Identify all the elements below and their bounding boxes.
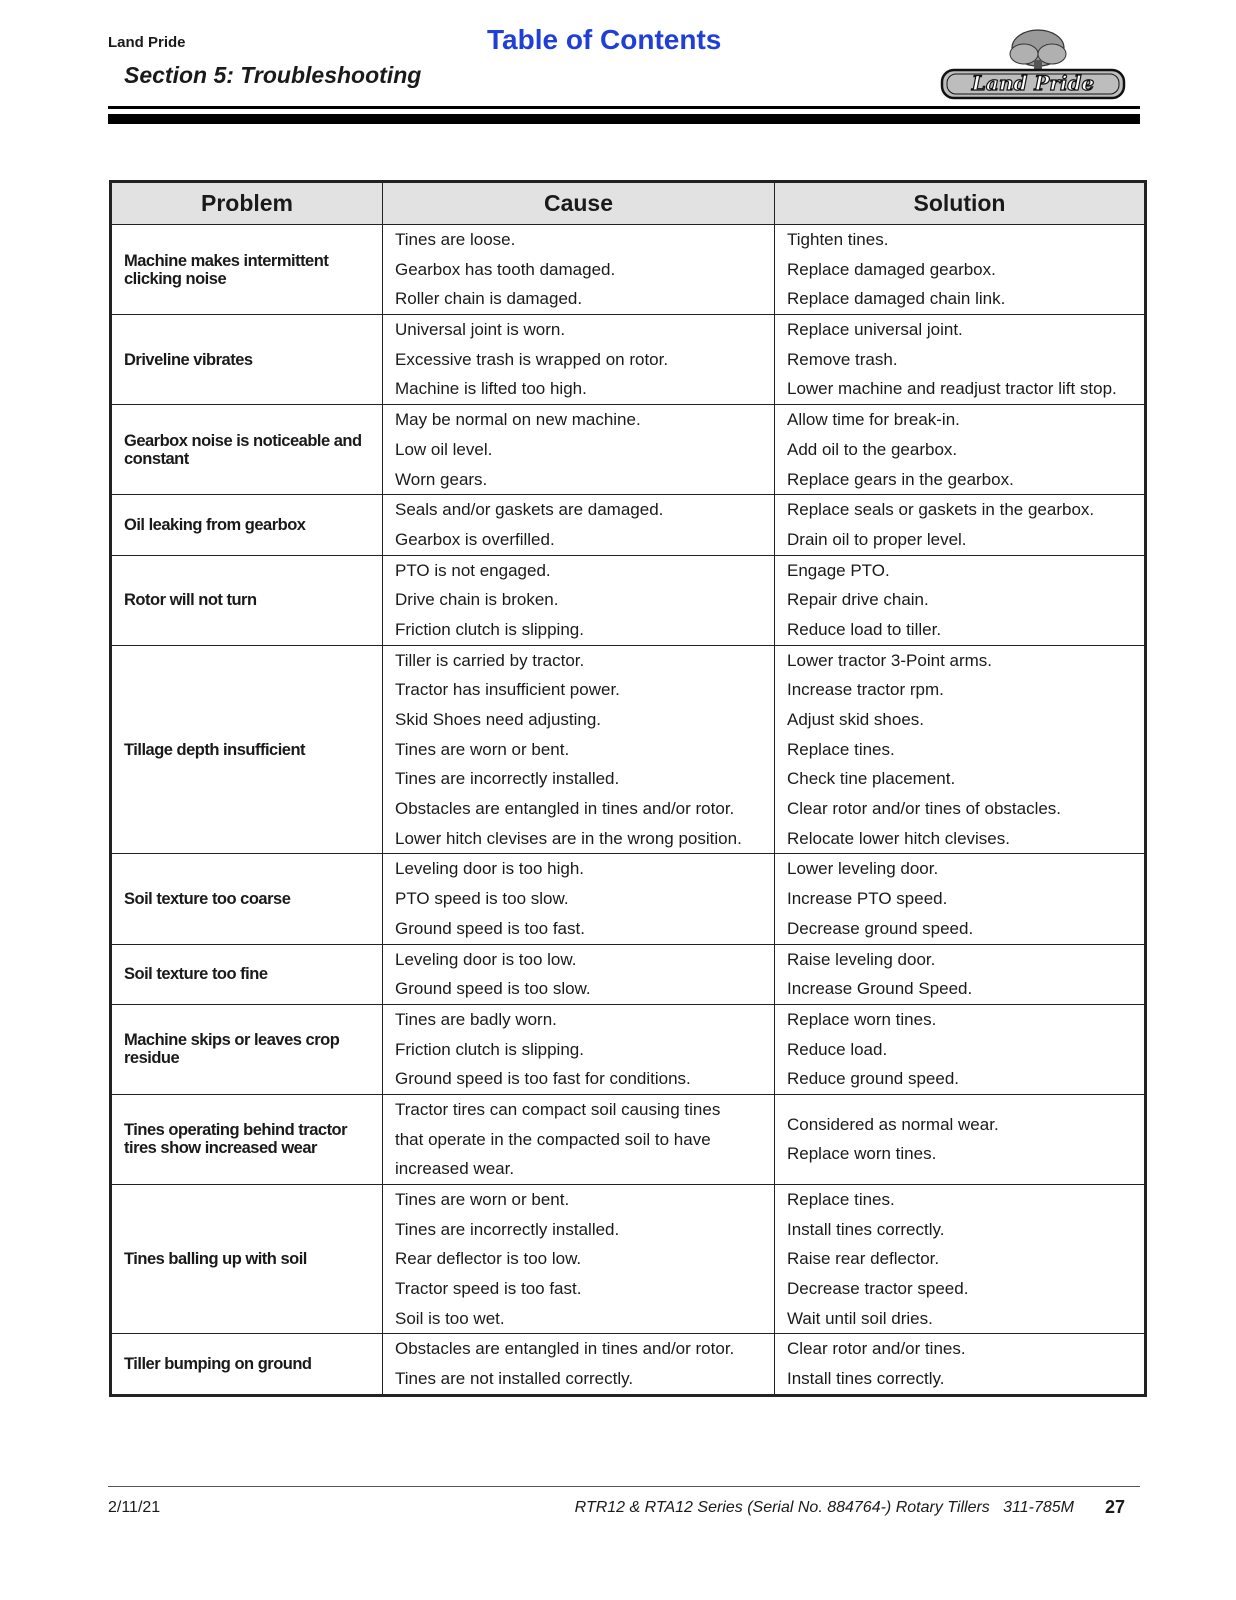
cause-line: Tines are worn or bent. xyxy=(395,739,570,759)
cause-line: Skid Shoes need adjusting. xyxy=(395,710,602,729)
solution-line: Clear rotor and/or tines of obstacles. xyxy=(787,799,1062,819)
header-solution: Solution xyxy=(775,182,1146,225)
header-problem: Problem xyxy=(111,182,383,225)
cause-line: Ground speed is too fast for conditions. xyxy=(395,1069,691,1089)
solution-cell xyxy=(775,405,1146,495)
troubleshooting-table xyxy=(109,180,1147,1397)
solution-line: Replace gears in the gearbox. xyxy=(787,469,1014,489)
solution-cell xyxy=(775,944,1146,1004)
table-row xyxy=(111,555,1146,645)
problem-cell: Machine makes intermittent clicking noise xyxy=(111,225,383,315)
solution-line: Lower machine and readjust tractor lift stop. xyxy=(787,379,1117,399)
header-rule-thick xyxy=(108,114,1140,124)
land-pride-logo xyxy=(938,24,1128,106)
header-cause: Cause xyxy=(383,182,775,225)
cause-line: increased wear. xyxy=(395,1159,515,1179)
table-row xyxy=(111,645,1146,854)
cause-line: Machine is lifted too high. xyxy=(395,379,587,399)
cause-line: Leveling door is too high. xyxy=(395,859,585,879)
solution-line: Lower leveling door. xyxy=(787,859,939,879)
solution-line: Replace seals or gaskets in the gearbox. xyxy=(787,500,1095,520)
cause-cell xyxy=(383,555,775,645)
solution-line: Drain oil to proper level. xyxy=(787,529,967,549)
solution-line: Tighten tines. xyxy=(787,230,889,249)
solution-line: Raise rear deflector. xyxy=(787,1249,940,1269)
solution-line: Increase tractor rpm. xyxy=(787,680,944,700)
solution-line: Increase PTO speed. xyxy=(787,889,948,909)
cause-cell xyxy=(383,225,775,315)
cause-cell xyxy=(383,854,775,944)
cause-line: Drive chain is broken. xyxy=(395,590,559,610)
solution-cell xyxy=(775,315,1146,405)
cause-cell xyxy=(383,944,775,1004)
table-row xyxy=(111,495,1146,555)
cause-line: Tractor tires can compact soil causing tines xyxy=(395,1099,721,1119)
cause-line: Low oil level. xyxy=(395,439,493,459)
table-header-row xyxy=(111,182,1146,225)
table-row xyxy=(111,405,1146,495)
table-row xyxy=(111,315,1146,405)
problem-cell: Rotor will not turn xyxy=(111,555,383,645)
cause-line: May be normal on new machine. xyxy=(395,410,641,430)
cause-cell xyxy=(383,405,775,495)
solution-line: Install tines correctly. xyxy=(787,1219,945,1239)
problem-cell: Tillage depth insufficient xyxy=(111,645,383,854)
cause-line: Gearbox has tooth damaged. xyxy=(395,259,616,279)
solution-line: Raise leveling door. xyxy=(787,949,936,969)
cause-line: Seals and/or gaskets are damaged. xyxy=(395,500,664,520)
solution-cell xyxy=(775,1334,1146,1395)
header-rule-thin xyxy=(108,106,1140,109)
cause-cell xyxy=(383,1185,775,1334)
solution-cell xyxy=(775,1185,1146,1334)
solution-line: Reduce load. xyxy=(787,1039,888,1059)
table-row xyxy=(111,225,1146,315)
table-row xyxy=(111,944,1146,1004)
cause-line: Gearbox is overfilled. xyxy=(395,529,555,549)
problem-cell: Driveline vibrates xyxy=(111,315,383,405)
solution-cell xyxy=(775,645,1146,854)
solution-line: Remove trash. xyxy=(787,349,898,369)
solution-line: Replace worn tines. xyxy=(787,1009,937,1029)
table-row xyxy=(111,854,1146,944)
solution-line: Decrease ground speed. xyxy=(787,918,974,938)
cause-line: Tines are not installed correctly. xyxy=(395,1369,634,1389)
cause-cell xyxy=(383,1094,775,1184)
problem-cell: Oil leaking from gearbox xyxy=(111,495,383,555)
cause-cell xyxy=(383,645,775,854)
cause-cell xyxy=(383,1004,775,1094)
cause-line: Friction clutch is slipping. xyxy=(395,619,584,639)
section-title: Section 5: Troubleshooting xyxy=(124,62,422,88)
table-row xyxy=(111,1185,1146,1334)
solution-line: Clear rotor and/or tines. xyxy=(787,1339,966,1359)
cause-line: Obstacles are entangled in tines and/or rotor. xyxy=(395,1339,735,1359)
table-row xyxy=(111,1094,1146,1184)
brand-name: Land Pride xyxy=(108,34,186,51)
cause-line: Ground speed is too fast. xyxy=(395,918,585,938)
cause-line: Tines are badly worn. xyxy=(395,1009,557,1029)
problem-cell: Tines balling up with soil xyxy=(111,1185,383,1334)
solution-cell xyxy=(775,555,1146,645)
table-row xyxy=(111,1334,1146,1395)
cause-line: Worn gears. xyxy=(395,469,488,489)
table-of-contents-link[interactable]: Table of Contents xyxy=(487,24,722,55)
cause-line: Excessive trash is wrapped on rotor. xyxy=(395,349,669,369)
solution-line: Lower tractor 3-Point arms. xyxy=(787,650,993,670)
cause-line: Rear deflector is too low. xyxy=(395,1249,582,1269)
solution-line: Replace universal joint. xyxy=(787,320,963,340)
solution-line: Increase Ground Speed. xyxy=(787,979,973,999)
cause-line: Friction clutch is slipping. xyxy=(395,1039,584,1059)
solution-line: Replace tines. xyxy=(787,1190,895,1209)
footer-rule xyxy=(108,1486,1140,1487)
solution-cell xyxy=(775,495,1146,555)
solution-line: Replace damaged gearbox. xyxy=(787,259,996,279)
cause-cell xyxy=(383,495,775,555)
table-row xyxy=(111,1004,1146,1094)
solution-line: Install tines correctly. xyxy=(787,1369,945,1389)
cause-line: that operate in the compacted soil to have xyxy=(395,1129,711,1149)
solution-line: Reduce ground speed. xyxy=(787,1069,960,1089)
cause-line: Ground speed is too slow. xyxy=(395,979,591,999)
problem-cell: Gearbox noise is noticeable and constant xyxy=(111,405,383,495)
solution-line: Replace tines. xyxy=(787,739,895,759)
cause-line: Tiller is carried by tractor. xyxy=(395,650,585,670)
solution-line: Add oil to the gearbox. xyxy=(787,439,958,459)
cause-line: Leveling door is too low. xyxy=(395,949,577,969)
solution-cell xyxy=(775,854,1146,944)
cause-line: Tines are incorrectly installed. xyxy=(395,1219,620,1239)
cause-line: Tines are loose. xyxy=(395,230,516,249)
problem-cell: Soil texture too coarse xyxy=(111,854,383,944)
cause-line: Tractor speed is too fast. xyxy=(395,1279,582,1299)
solution-line: Adjust skid shoes. xyxy=(787,710,925,729)
solution-line: Check tine placement. xyxy=(787,769,956,789)
cause-line: Soil is too wet. xyxy=(395,1308,505,1328)
problem-cell: Tiller bumping on ground xyxy=(111,1334,383,1395)
footer-date: 2/11/21 xyxy=(108,1499,161,1516)
solution-line: Allow time for break-in. xyxy=(787,410,960,430)
footer-doc-title: RTR12 & RTA12 Series (Serial No. 884764-) Rotary Tillers 311-785M xyxy=(574,1499,1074,1516)
logo-text: Land Pride xyxy=(971,71,1095,95)
cause-line: PTO speed is too slow. xyxy=(395,889,569,909)
cause-cell xyxy=(383,1334,775,1395)
cause-line: PTO is not engaged. xyxy=(395,560,551,580)
problem-cell: Soil texture too fine xyxy=(111,944,383,1004)
solution-line: Replace damaged chain link. xyxy=(787,289,1006,309)
cause-line: Tines are incorrectly installed. xyxy=(395,769,620,789)
cause-cell xyxy=(383,315,775,405)
cause-line: Roller chain is damaged. xyxy=(395,289,583,309)
solution-cell xyxy=(775,225,1146,315)
problem-cell: Tines operating behind tractor tires show increased wear xyxy=(111,1094,383,1184)
cause-line: Obstacles are entangled in tines and/or rotor. xyxy=(395,799,735,819)
cause-line: Lower hitch clevises are in the wrong position. xyxy=(395,828,742,848)
solution-cell xyxy=(775,1094,1146,1184)
solution-line: Wait until soil dries. xyxy=(787,1308,933,1328)
cause-line: Universal joint is worn. xyxy=(395,320,566,340)
solution-line: Engage PTO. xyxy=(787,560,890,580)
cause-line: Tines are worn or bent. xyxy=(395,1190,570,1209)
cause-line: Tractor has insufficient power. xyxy=(395,680,620,700)
solution-line: Considered as normal wear. xyxy=(787,1114,999,1134)
problem-cell: Machine skips or leaves crop residue xyxy=(111,1004,383,1094)
tree-icon xyxy=(1010,30,1066,74)
solution-line: Repair drive chain. xyxy=(787,590,929,610)
solution-line: Reduce load to tiller. xyxy=(787,619,942,639)
solution-line: Decrease tractor speed. xyxy=(787,1279,969,1299)
solution-cell xyxy=(775,1004,1146,1094)
solution-line: Relocate lower hitch clevises. xyxy=(787,828,1010,848)
page-number: 27 xyxy=(1105,1497,1126,1517)
solution-line: Replace worn tines. xyxy=(787,1144,937,1164)
